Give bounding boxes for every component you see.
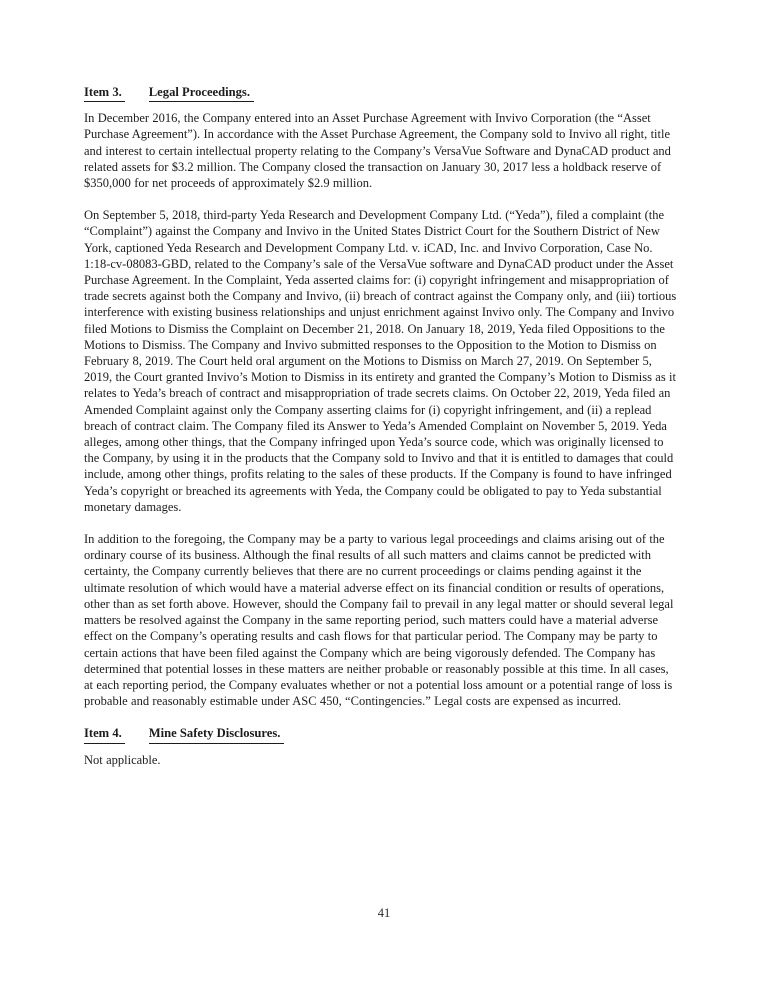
section-heading-item-3 — [84, 84, 680, 102]
item-3-title: Legal Proceedings. — [149, 84, 254, 102]
section-heading-item-4 — [84, 725, 680, 743]
paragraph-asset-purchase-agreement: In December 2016, the Company entered into an Asset Purchase Agreement with Invivo Corporation (the “Asset Purchase Agreement”). In accordance with the Asset Purchase Agreement, the Company sold to Invivo all right, title and interest to certain intellectual property relating to the Company’s VersaVue Software and DynaCAD product and related assets for $3.2 million. The Company closed the transaction on January 30, 2017 less a holdback reserve of $350,000 for net proceeds of approximately $2.9 million. — [84, 111, 671, 191]
page-number: 41 — [377, 906, 391, 920]
paragraph-other-legal-proceedings: In addition to the foregoing, the Company may be a party to various legal proceedings and claims arising out of the ordinary course of its business. Although the final results of all such matters and claims cannot be predicted with certainty, the Company currently believes that there are no current proceedings or claims pending against it the ultimate resolution of which would have a material adverse effect on its financial condition or results of operations, other than as set forth above. However, should the Company fail to prevail in any legal matter or should several legal matters be resolved against the Company in the same reporting period, such matters could have a material adverse effect on the Company’s operating results and cash flows for that particular period. The Company may be party to certain actions that have been filed against the Company which are being vigorously defended. The Company has determined that potential losses in these matters are neither probable or reasonably possible at this time. In all cases, at each reporting period, the Company evaluates whether or not a potential loss amount or a potential range of loss is probable and reasonably estimable under ASC 450, “Contingencies.” Legal costs are expensed as incurred. — [84, 532, 674, 709]
paragraph-yeda-complaint: On September 5, 2018, third-party Yeda Research and Development Company Ltd. (“Yeda”), filed a complaint (the “Complaint”) against the Company and Invivo in the United States District Court for the Southern District of New York, captioned Yeda Research and Development Company Ltd. v. iCAD, Inc. and Invivo Corporation, Case No. 1:18-cv-08083-GBD, related to the Company’s sale of the VersaVue software and DynaCAD product under the Asset Purchase Agreement. In the Complaint, Yeda asserted claims for: (i) copyright infringement and misappropriation of trade secrets against both the Company and Invivo, (ii) breach of contract against the Company only, and (iii) tortious interference with existing business relationships and unjust enrichment against Invivo only. The Company and Invivo filed Motions to Dismiss the Complaint on December 21, 2018. On January 18, 2019, Yeda filed Oppositions to the Motions to Dismiss. The Company and Invivo submitted responses to the Opposition to the Motion to Dismiss on February 8, 2019. The Court held oral argument on the Motions to Dismiss on March 27, 2019. On September 5, 2019, the Court granted Invivo’s Motion to Dismiss in its entirety and granted the Company’s Motion to Dismiss as it relates to Yeda’s breach of contract and misappropriation of trade secrets claims. On October 22, 2019, Yeda filed an Amended Complaint against only the Company asserting claims for (i) copyright infringement, and (ii) a replead breach of contract claim. The Company filed its Answer to Yeda’s Amended Complaint on November 5, 2019. Yeda alleges, among other things, that the Company infringed upon Yeda’s source code, which was originally licensed to the Company, by using it in the products that the Company sold to Invivo and that it is entitled to damages that could include, among other things, profits relating to the sales of these products. If the Company is found to have infringed Yeda’s copyright or breached its agreements with Yeda, the Company could be obligated to pay to Yeda substantial monetary damages. — [84, 208, 677, 514]
document-content — [84, 84, 680, 784]
item-4-title: Mine Safety Disclosures. — [149, 725, 285, 743]
item-4-label: Item 4. — [84, 725, 125, 743]
paragraph-not-applicable: Not applicable. — [84, 752, 161, 767]
item-3-label: Item 3. — [84, 84, 125, 102]
